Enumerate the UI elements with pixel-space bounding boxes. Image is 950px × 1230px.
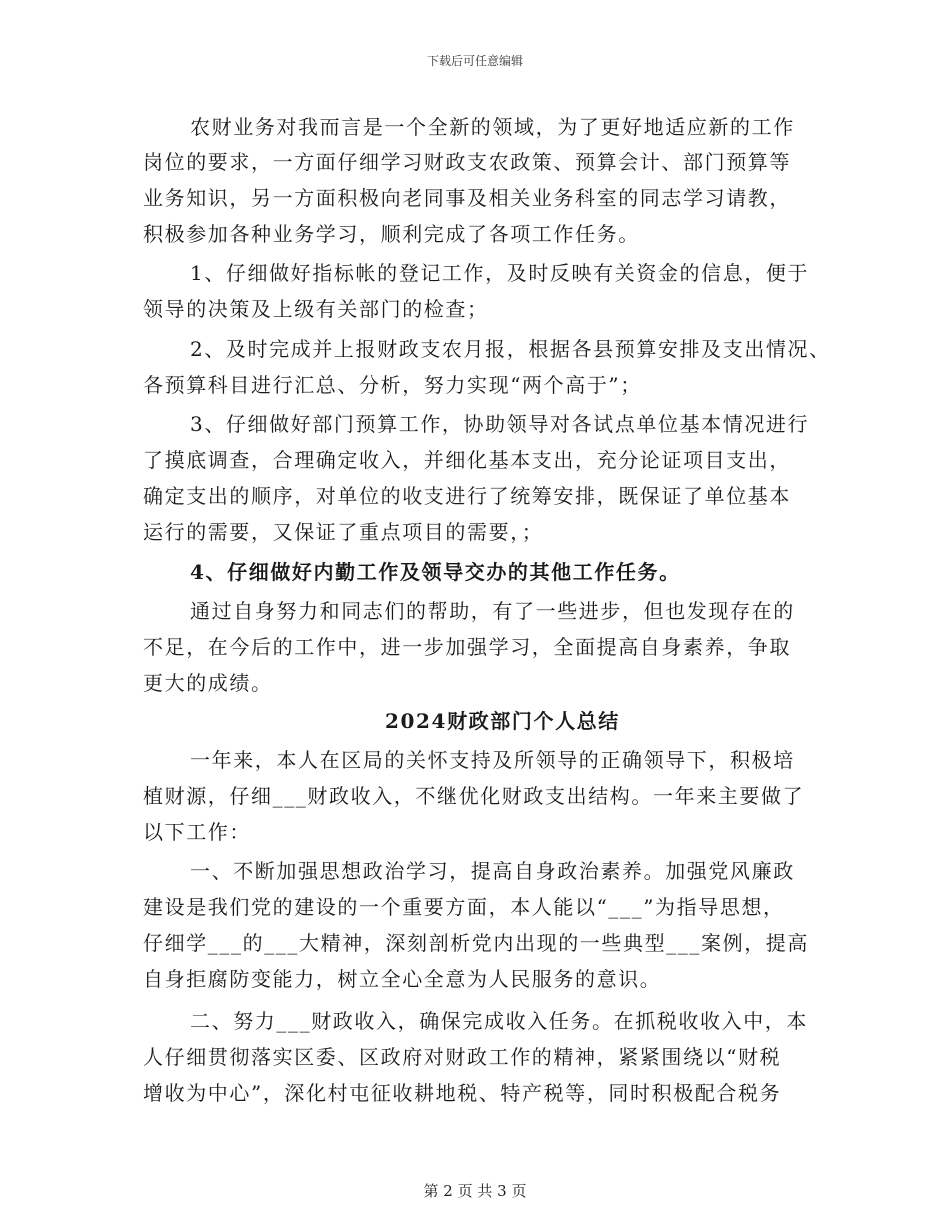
paragraph-line: 增收为中心”，深化村屯征收耕地税、特产税等，同时积极配合税务 bbox=[143, 1081, 782, 1105]
paragraph-line: 业务知识，另一方面积极向老同事及相关业务科室的同志学习请教， bbox=[143, 186, 791, 210]
paragraph-line: 农财业务对我而言是一个全新的领域，为了更好地适应新的工作 bbox=[190, 115, 795, 139]
paragraph-line: 领导的决策及上级有关部门的检查； bbox=[143, 297, 489, 321]
paragraph-line: 各预算科目进行汇总、分析，努力实现“两个高于”； bbox=[143, 373, 642, 397]
paragraph-line: 人仔细贯彻落实区委、区政府对财政工作的精神，紧紧围绕以“财税 bbox=[143, 1045, 782, 1069]
bold-item-line: 4、仔细做好内勤工作及领导交办的其他工作任务。 bbox=[190, 560, 681, 584]
paragraph-line: 仔细学___的___大精神，深刻剖析党内出现的一些典型___案例，提高 bbox=[143, 931, 809, 955]
paragraph-line: 以下工作： bbox=[143, 820, 251, 844]
paragraph-line: 二、努力___财政收入，确保完成收入任务。在抓税收收入中，本 bbox=[190, 1009, 808, 1033]
paragraph-line: 2、及时完成并上报财政支农月报，根据各县预算安排及支出情况、 bbox=[190, 337, 831, 361]
paragraph-line: 自身拒腐防变能力，树立全心全意为人民服务的意识。 bbox=[143, 967, 662, 991]
paragraph-line: 了摸底调查，合理确定收入，并细化基本支出，充分论证项目支出， bbox=[143, 448, 791, 472]
paragraph-line: 3、仔细做好部门预算工作，协助领导对各试点单位基本情况进行 bbox=[190, 412, 810, 436]
paragraph-line: 建设是我们党的建设的一个重要方面，本人能以“___”为指导思想， bbox=[143, 895, 785, 919]
paragraph-line: 一、不断加强思想政治学习，提高自身政治素养。加强党风廉政 bbox=[190, 859, 795, 883]
paragraph-line: 通过自身努力和同志们的帮助，有了一些进步，但也发现存在的 bbox=[190, 599, 795, 623]
paragraph-line: 一年来，本人在区局的关怀支持及所领导的正确领导下，积极培 bbox=[190, 748, 795, 772]
paragraph-line: 确定支出的顺序，对单位的收支进行了统筹安排，既保证了单位基本 bbox=[143, 484, 791, 508]
section-title: 2024财政部门个人总结 bbox=[385, 709, 620, 733]
paragraph-line: 运行的需要，又保证了重点项目的需要，； bbox=[143, 520, 544, 544]
paragraph-line: 积极参加各种业务学习，顺利完成了各项工作任务。 bbox=[143, 222, 640, 246]
page-header: 下载后可任意编辑 bbox=[426, 54, 523, 68]
paragraph-line: 植财源，仔细___财政收入，不继优化财政支出结构。一年来主要做了 bbox=[143, 784, 805, 808]
paragraph-line: 不足，在今后的工作中，进一步加强学习，全面提高自身素养，争取 bbox=[143, 635, 791, 659]
page-footer: 第 2 页 共 3 页 bbox=[423, 1182, 527, 1200]
paragraph-line: 1、仔细做好指标帐的登记工作，及时反映有关资金的信息，便于 bbox=[190, 261, 810, 285]
paragraph-line: 岗位的要求，一方面仔细学习财政支农政策、预算会计、部门预算等 bbox=[143, 150, 791, 174]
paragraph-line: 更大的成绩。 bbox=[143, 671, 273, 695]
